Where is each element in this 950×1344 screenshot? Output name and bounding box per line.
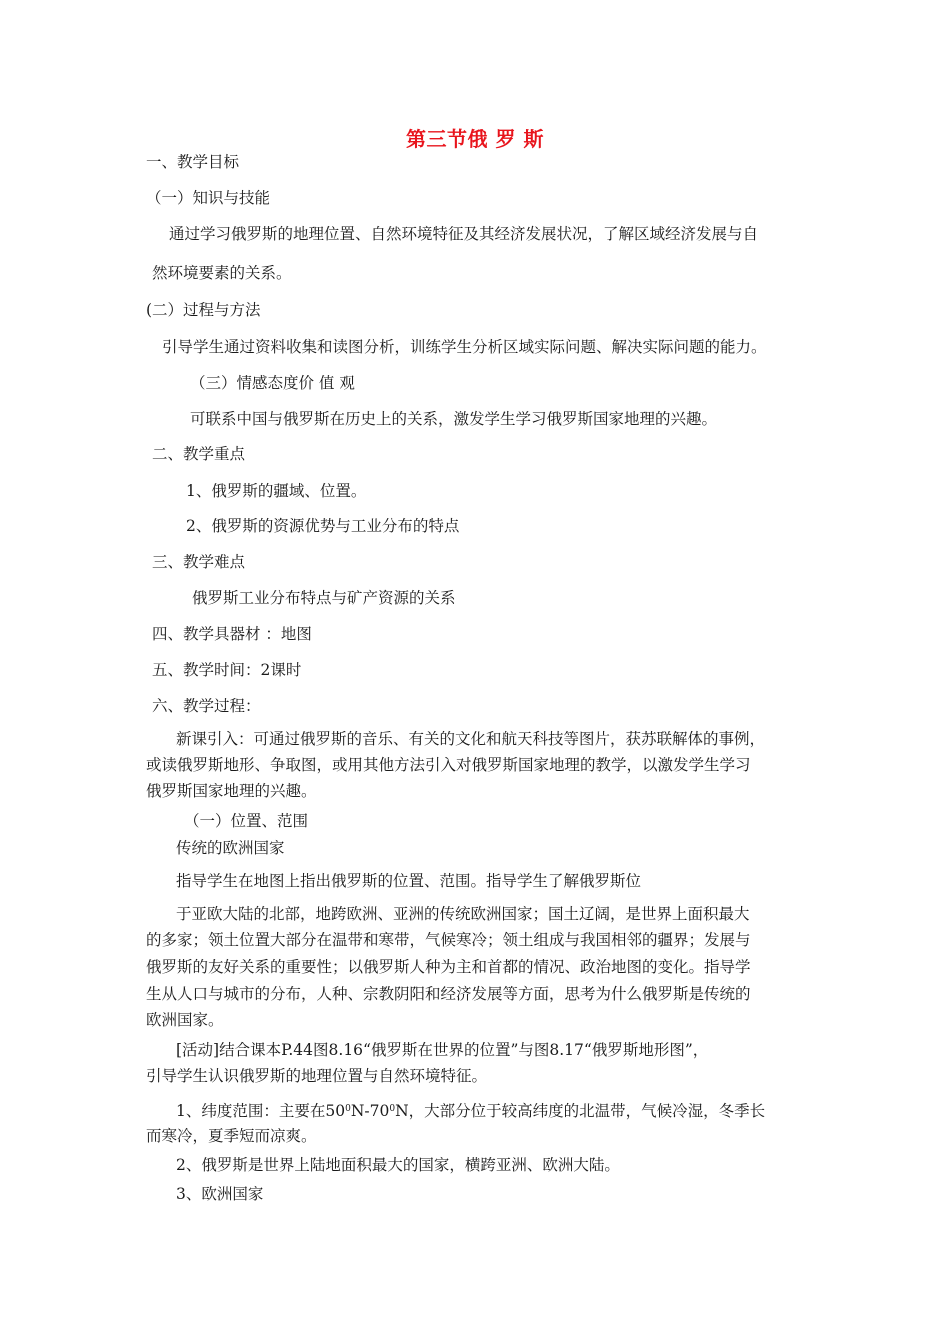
subheading-attitude: （三）情感态度价 值 观 <box>190 374 355 392</box>
paragraph-line: 生从人口与城市的分布，人种、宗教阴阳和经济发展等方面，思考为什么俄罗斯是传统的 <box>146 985 751 1003</box>
paragraph-line: [活动]结合课本P.44图8.16“俄罗斯在世界的位置”与图8.17“俄罗斯地形图”， <box>176 1041 709 1059</box>
text-segment: N-70 <box>350 1102 390 1120</box>
subheading-process: (二）过程与方法 <box>146 301 261 319</box>
subheading-location: （一）位置、范围 <box>184 812 309 830</box>
section-heading-objectives: 一、教学目标 <box>146 153 240 171</box>
section-heading-process: 六、教学过程： <box>152 697 261 715</box>
paragraph-line: 于亚欧大陆的北部，地跨欧洲、亚洲的传统欧洲国家；国土辽阔，是世界上面积最大 <box>176 905 750 923</box>
paragraph-line: 欧洲国家。 <box>146 1011 224 1029</box>
section-heading-difficulties: 三、教学难点 <box>152 553 246 571</box>
paragraph-line: 可联系中国与俄罗斯在历史上的关系，激发学生学习俄罗斯国家地理的兴趣。 <box>190 410 718 428</box>
degree-mark: 0 <box>389 1104 396 1114</box>
paragraph-line <box>176 1099 765 1121</box>
paragraph-line: 引导学生认识俄罗斯的地理位置与自然环境特征。 <box>146 1067 488 1085</box>
section-heading-time: 五、教学时间：2课时 <box>152 661 302 679</box>
paragraph-line: 传统的欧洲国家 <box>176 839 285 857</box>
document-title: 第三节俄 罗 斯 <box>406 127 544 151</box>
paragraph-line: 3、欧洲国家 <box>176 1185 264 1203</box>
paragraph-line: 然环境要素的关系。 <box>152 264 292 282</box>
paragraph-line: 的多家；领土位置大部分在温带和寒带，气候寒冷；领土组成与我国相邻的疆界；发展与 <box>146 931 751 949</box>
text-segment: 1、纬度范围：主要在50 <box>176 1102 346 1120</box>
text-segment: N，大部分位于较高纬度的北温带，气候冷湿，冬季长 <box>395 1102 766 1120</box>
paragraph-line: 俄罗斯工业分布特点与矿产资源的关系 <box>192 589 456 607</box>
degree-mark: 0 <box>345 1104 351 1114</box>
paragraph-line: 新课引入：可通过俄罗斯的音乐、有关的文化和航天科技等图片，获苏联解体的事例， <box>176 730 766 748</box>
paragraph-line: 俄罗斯的友好关系的重要性；以俄罗斯人种为主和首都的情况、政治地图的变化。指导学 <box>146 958 751 976</box>
paragraph-line: 通过学习俄罗斯的地理位置、自然环境特征及其经济发展状况，了解区域经济发展与自 <box>169 225 759 243</box>
subheading-knowledge: （一）知识与技能 <box>146 189 271 207</box>
paragraph-line: 引导学生通过资料收集和读图分析，训练学生分析区域实际问题、解决实际问题的能力。 <box>162 338 767 356</box>
paragraph-line: 指导学生在地图上指出俄罗斯的位置、范围。指导学生了解俄罗斯位 <box>176 872 642 890</box>
list-item: 2、俄罗斯的资源优势与工业分布的特点 <box>186 517 460 535</box>
paragraph-line: 俄罗斯国家地理的兴趣。 <box>146 782 317 800</box>
section-heading-materials: 四、教学具器材 ：地图 <box>152 625 312 643</box>
paragraph-line: 2、俄罗斯是世界上陆地面积最大的国家，横跨亚洲、欧洲大陆。 <box>176 1156 620 1174</box>
list-item: 1、俄罗斯的疆域、位置。 <box>186 482 367 500</box>
section-heading-key-points: 二、教学重点 <box>152 445 246 463</box>
paragraph-line: 或读俄罗斯地形、争取图，或用其他方法引入对俄罗斯国家地理的教学，以激发学生学习 <box>146 756 751 774</box>
paragraph-line: 而寒冷，夏季短而凉爽。 <box>146 1127 317 1145</box>
